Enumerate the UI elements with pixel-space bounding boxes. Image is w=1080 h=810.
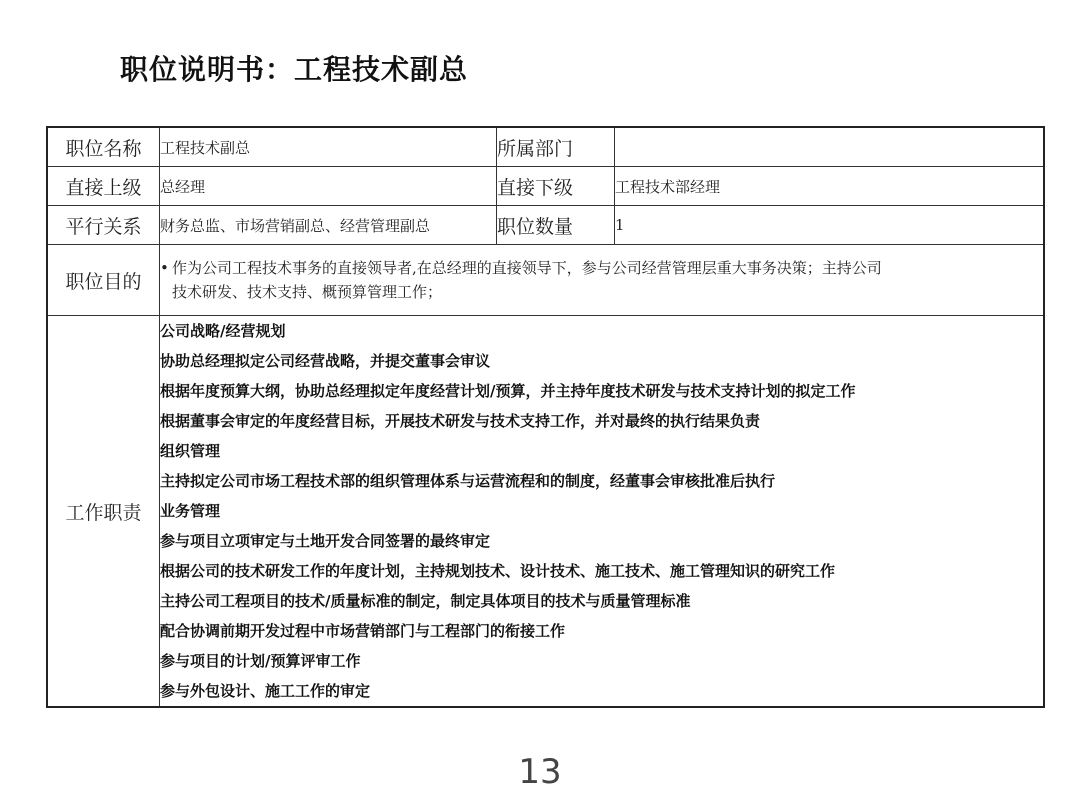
table-row: [47, 167, 1044, 206]
duty-item: 主持拟定公司市场工程技术部的组织管理体系与运营流程和的制度，经董事会审核批准后执行: [160, 472, 776, 490]
position-name-label: 职位名称: [47, 127, 160, 167]
duty-item: 根据年度预算大纲，协助总经理拟定年度经营计划/预算，并主持年度技术研发与技术支持计划的拟定工作: [160, 382, 856, 400]
count-label: 职位数量: [497, 206, 615, 245]
count-value: 1: [615, 206, 1045, 245]
purpose-line-1: 作为公司工程技术事务的直接领导者,在总经理的直接领导下，参与公司经营管理层重大事务决策；主持公司: [172, 259, 882, 277]
duty-item: 根据董事会审定的年度经营目标，开展技术研发与技术支持工作，并对最终的执行结果负责: [160, 412, 761, 430]
purpose-text: [160, 245, 1045, 316]
parallel-value: 财务总监、市场营销副总、经营管理副总: [160, 206, 497, 245]
bullet-icon: •: [160, 259, 169, 277]
duty-item: 业务管理: [160, 502, 221, 520]
duties-list: [160, 316, 1045, 708]
table-row: [47, 316, 1044, 708]
purpose-label: 职位目的: [47, 245, 160, 316]
subordinate-label: 直接下级: [497, 167, 615, 206]
superior-value: 总经理: [160, 167, 497, 206]
duty-item: 组织管理: [160, 442, 221, 460]
duty-item: 配合协调前期开发过程中市场营销部门与工程部门的衔接工作: [160, 622, 566, 640]
duties-label: 工作职责: [47, 316, 160, 708]
duty-item: 参与项目立项审定与土地开发合同签署的最终审定: [160, 532, 491, 550]
position-name-value: 工程技术副总: [160, 127, 497, 167]
parallel-label: 平行关系: [47, 206, 160, 245]
department-label: 所属部门: [497, 127, 615, 167]
duty-item: 协助总经理拟定公司经营战略，并提交董事会审议: [160, 352, 491, 370]
superior-label: 直接上级: [47, 167, 160, 206]
duty-item: 根据公司的技术研发工作的年度计划，主持规划技术、设计技术、施工技术、施工管理知识的研究工作: [160, 562, 836, 580]
duty-item: 公司战略/经营规划: [160, 322, 286, 340]
page-number: 13: [518, 752, 562, 792]
duty-item: 参与外包设计、施工工作的审定: [160, 682, 371, 700]
subordinate-value: 工程技术部经理: [615, 167, 1045, 206]
document-title: 职位说明书：工程技术副总: [120, 53, 469, 86]
table-row: [47, 127, 1044, 167]
job-description-table: [46, 126, 1045, 708]
duty-item: 参与项目的计划/预算评审工作: [160, 652, 361, 670]
duty-item: 主持公司工程项目的技术/质量标准的制定，制定具体项目的技术与质量管理标准: [160, 592, 691, 610]
department-value: [615, 127, 1045, 167]
table-row: [47, 245, 1044, 316]
purpose-line-2: 技术研发、技术支持、概预算管理工作；: [172, 283, 443, 301]
table-row: [47, 206, 1044, 245]
